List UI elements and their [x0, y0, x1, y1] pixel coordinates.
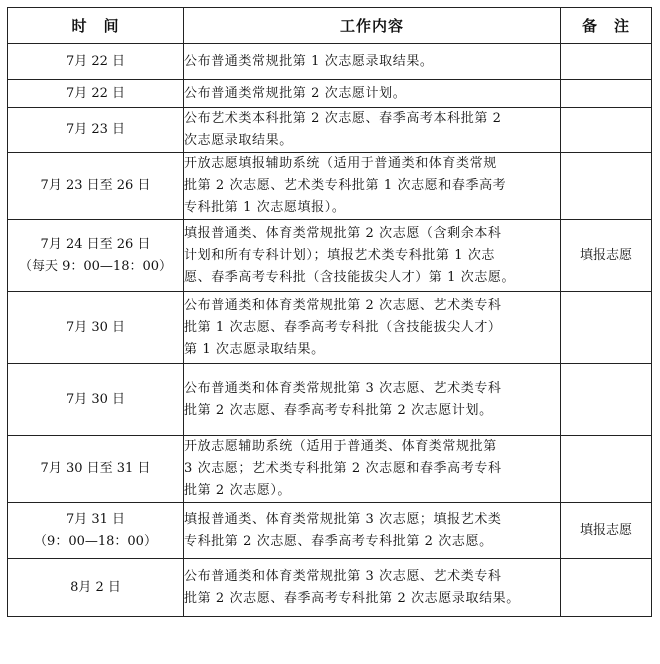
content-line: 填报普通类、体育类常规批第 2 次志愿（含剩余本科 — [184, 225, 502, 241]
time-line: 7月 30 日 — [65, 391, 126, 407]
table-row — [8, 503, 652, 559]
time-cell — [8, 292, 184, 364]
note-header: 备 注 — [561, 8, 652, 44]
table-row — [8, 80, 652, 108]
content-line: 填报普通类、体育类常规批第 3 次志愿；填报艺术类 — [184, 511, 502, 527]
time-cell — [8, 503, 184, 559]
table-row — [8, 108, 652, 153]
note-cell: 填报志愿 — [561, 503, 652, 559]
content-cell — [184, 153, 561, 220]
content-line: 第 1 次志愿录取结果。 — [184, 341, 325, 357]
content-line: 批第 2 次志愿）。 — [184, 483, 292, 498]
table-row — [8, 292, 652, 364]
table-row — [8, 153, 652, 220]
content-line: 批第 2 次志愿、春季高考专科批第 2 次志愿录取结果。 — [184, 590, 520, 606]
time-line: 8月 2 日 — [70, 579, 121, 595]
note-cell — [561, 44, 652, 80]
content-line: 公布普通类常规批第 2 次志愿计划。 — [184, 85, 407, 101]
table-row — [8, 364, 652, 436]
header-row — [8, 8, 652, 44]
note-cell — [561, 559, 652, 617]
content-line: 批第 2 次志愿、春季高考专科批第 2 次志愿计划。 — [184, 402, 493, 418]
time-line: 7月 31 日 — [65, 511, 126, 527]
content-cell — [184, 108, 561, 153]
time-cell — [8, 364, 184, 436]
time-cell — [8, 220, 184, 292]
time-cell — [8, 559, 184, 617]
content-cell — [184, 503, 561, 559]
content-line: 次志愿录取结果。 — [184, 133, 293, 148]
content-line: 专科批第 2 次志愿、春季高考专科批第 2 次志愿。 — [184, 533, 493, 549]
note-cell — [561, 108, 652, 153]
time-line: 7月 30 日 — [65, 319, 126, 335]
time-line: 7月 22 日 — [65, 53, 126, 69]
table-row — [8, 44, 652, 80]
note-cell — [561, 80, 652, 108]
content-cell — [184, 220, 561, 292]
content-cell — [184, 80, 561, 108]
content-line: 3 次志愿；艺术类专科批第 2 次志愿和春季高考专科 — [184, 461, 502, 476]
content-line: 计划和所有专科计划）；填报艺术类专科批第 1 次志 — [184, 247, 496, 263]
time-line: 7月 30 日至 31 日 — [40, 461, 151, 476]
content-line: 公布艺术类本科批第 2 次志愿、春季高考本科批第 2 — [184, 111, 502, 126]
schedule-table — [7, 7, 652, 617]
time-line: 7月 24 日至 26 日 — [40, 236, 151, 252]
content-line: 公布普通类常规批第 1 次志愿录取结果。 — [184, 53, 434, 69]
content-header: 工作内容 — [184, 8, 561, 44]
content-cell — [184, 559, 561, 617]
time-cell — [8, 80, 184, 108]
content-line: 公布普通类和体育类常规批第 2 次志愿、艺术类专科 — [184, 297, 502, 313]
content-line: 批第 1 次志愿、春季高考专科批（含技能拔尖人才） — [184, 319, 502, 335]
note-cell — [561, 153, 652, 220]
content-cell — [184, 292, 561, 364]
table-row — [8, 220, 652, 292]
content-cell — [184, 436, 561, 503]
time-header: 时 间 — [8, 8, 184, 44]
note-cell — [561, 436, 652, 503]
time-cell — [8, 108, 184, 153]
note-cell: 填报志愿 — [561, 220, 652, 292]
table-row — [8, 436, 652, 503]
content-line: 批第 2 次志愿、艺术类专科批第 1 次志愿和春季高考 — [184, 178, 507, 193]
content-line: 开放志愿填报辅助系统（适用于普通类和体育类常规 — [184, 156, 497, 171]
table-row — [8, 559, 652, 617]
note-cell — [561, 292, 652, 364]
content-line: 公布普通类和体育类常规批第 3 次志愿、艺术类专科 — [184, 380, 502, 396]
content-line: 专科批第 1 次志愿填报）。 — [184, 200, 346, 215]
note-cell — [561, 364, 652, 436]
time-cell — [8, 44, 184, 80]
content-line: 愿、春季高考专科批（含技能拔尖人才）第 1 次志愿。 — [184, 269, 516, 285]
time-line: 7月 23 日至 26 日 — [40, 178, 151, 193]
time-line: 7月 22 日 — [65, 85, 126, 101]
time-line: （每天 9：00—18：00） — [18, 258, 173, 274]
content-cell — [184, 44, 561, 80]
time-line: （9：00—18：00） — [34, 533, 157, 549]
time-line: 7月 23 日 — [65, 122, 126, 137]
content-line: 开放志愿辅助系统（适用于普通类、体育类常规批第 — [184, 439, 497, 454]
time-cell — [8, 153, 184, 220]
content-line: 公布普通类和体育类常规批第 3 次志愿、艺术类专科 — [184, 568, 502, 584]
time-cell — [8, 436, 184, 503]
content-cell — [184, 364, 561, 436]
